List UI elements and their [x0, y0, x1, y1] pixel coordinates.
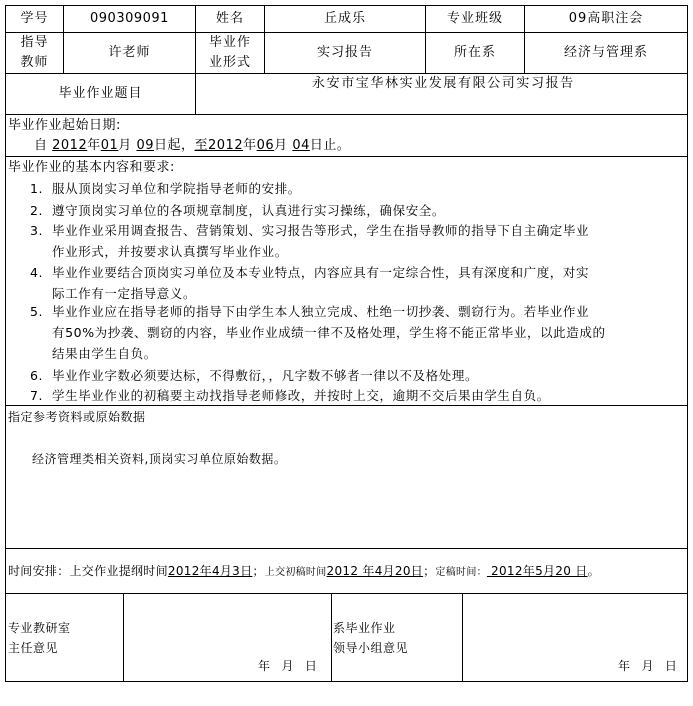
class-label: 专业班级 [446, 11, 503, 26]
item-text-cont: 结果由学生自负。 [52, 346, 157, 361]
advisor-label-line2: 教师 [20, 55, 49, 70]
dept-label: 所在系 [453, 45, 496, 60]
student-id-label: 学号 [20, 11, 49, 26]
start-day: 09 [136, 138, 154, 153]
outline-date: 2012年4月3日 [167, 564, 253, 578]
requirements-label: 毕业作业的基本内容和要求: [8, 160, 175, 175]
advisor-label [6, 33, 63, 73]
left-sign-label-line2: 主任意见 [8, 641, 59, 655]
draft-label: 上交初稿时间 [264, 567, 327, 578]
end-day: 04 [292, 138, 310, 153]
advisor-label-line1: 指导 [20, 35, 49, 50]
dates-label: 毕业作业起始日期: [8, 118, 121, 133]
item-text-cont: 有50%为抄袭、剽窃的内容，毕业作业成绩一律不及格处理，学生将不能正常毕业，以此造成的 [52, 325, 606, 340]
form-label-line2: 业形式 [208, 55, 251, 70]
final-date: 2012年5月20 日 [486, 564, 588, 578]
item-text-cont: 作业形式，并按要求认真撰写毕业作业。 [52, 244, 288, 259]
left-sign-label [8, 618, 71, 658]
item-number: 5. [30, 304, 44, 319]
item-text: 毕业作业应在指导老师的指导下由学生本人独立完成、杜绝一切抄袭、剽窃行为。若毕业作业 [52, 304, 590, 319]
schedule-label: 时间安排：上交作业提纲时间 [8, 564, 168, 578]
col-divider [331, 593, 332, 682]
references-value: 经济管理类相关资料,顶岗实习单位原始数据。 [32, 452, 287, 466]
right-sign-date: 年 月 日 [618, 659, 677, 673]
requirement-item [30, 365, 680, 386]
dept-value: 经济与管理系 [563, 45, 648, 60]
border-bottom [5, 681, 688, 682]
right-sign-label [333, 618, 408, 658]
item-number: 1. [30, 181, 44, 196]
schedule-line [8, 561, 600, 583]
item-number: 2. [30, 203, 44, 218]
end-suffix: 日止。 [309, 138, 351, 153]
name-label: 姓名 [215, 11, 244, 26]
topic-label: 毕业作业题目 [58, 86, 143, 101]
requirement-item [30, 262, 680, 304]
schedule-sep: ； [423, 564, 436, 578]
requirement-item [30, 301, 680, 364]
month-char-2: 月 [274, 138, 293, 153]
right-sign-label-line2: 领导小组意见 [333, 641, 409, 655]
draft-date: 2012 年4月20日 [326, 564, 424, 578]
col-divider [462, 593, 463, 682]
form-label [196, 33, 264, 73]
item-number: 6. [30, 368, 44, 383]
item-text: 毕业作业字数必须要达标，不得敷衍，，凡字数不够者一律以不及格处理。 [52, 368, 479, 383]
item-number: 3. [30, 223, 44, 238]
row-divider [5, 114, 688, 115]
class-value: 09高职注会 [568, 11, 644, 26]
requirement-item [30, 220, 680, 262]
advisor-value: 许老师 [108, 45, 151, 60]
left-sign-date: 年 月 日 [258, 659, 317, 673]
name-value: 丘成乐 [323, 11, 366, 26]
item-text: 毕业作业要结合顶岗实习单位及本专业特点，内容应具有一定综合性，具有深度和广度，对实 [52, 265, 590, 280]
item-number: 7. [30, 388, 44, 403]
year-char-2: 年 [243, 138, 257, 153]
student-id-value: 090309091 [90, 11, 169, 26]
row-divider [5, 156, 688, 157]
start-year: 2012 [52, 138, 88, 153]
item-text: 遵守顶岗实习单位的各项规章制度，认真进行实习操练，确保安全。 [52, 203, 446, 218]
col-divider [123, 593, 124, 682]
topic-value: 永安市宝华林实业发展有限公司实习报告 [312, 76, 575, 91]
to-prefix: 至 [194, 138, 209, 153]
schedule-sep: ； [252, 564, 265, 578]
final-label: 定稿时间： [435, 567, 487, 578]
requirement-item [30, 200, 680, 221]
row-divider [5, 548, 688, 549]
border-right [687, 5, 688, 682]
requirement-item [30, 385, 680, 406]
references-label: 指定参考资料或原始数据 [8, 410, 146, 424]
item-text: 毕业作业采用调查报告、营销策划、实习报告等形式，学生在指导教师的指导下自主确定毕业 [52, 223, 590, 238]
start-suffix: 日起， [153, 138, 195, 153]
left-sign-label-line1: 专业教研室 [8, 621, 71, 635]
item-text-cont: 际工作有一定指导意义。 [52, 286, 197, 301]
border-left [5, 5, 6, 682]
dates-prefix: 自 [34, 138, 53, 153]
year-char: 年 [87, 138, 101, 153]
end-month: 06 [256, 138, 275, 153]
row-divider [5, 593, 688, 594]
schedule-end: 。 [587, 564, 600, 578]
right-sign-label-line1: 系毕业作业 [333, 621, 396, 635]
form-label-line1: 毕业作 [208, 35, 251, 50]
month-char: 月 [118, 138, 137, 153]
form-value: 实习报告 [316, 45, 373, 60]
item-text: 学生毕业作业的初稿要主动找指导老师修改，并按时上交，逾期不交后果由学生自负。 [52, 388, 550, 403]
dates-line [34, 136, 350, 156]
end-year: 2012 [208, 138, 244, 153]
requirement-item [30, 178, 680, 199]
start-month: 01 [100, 138, 119, 153]
item-number: 4. [30, 265, 44, 280]
item-text: 服从顶岗实习单位和学院指导老师的安排。 [52, 181, 301, 196]
